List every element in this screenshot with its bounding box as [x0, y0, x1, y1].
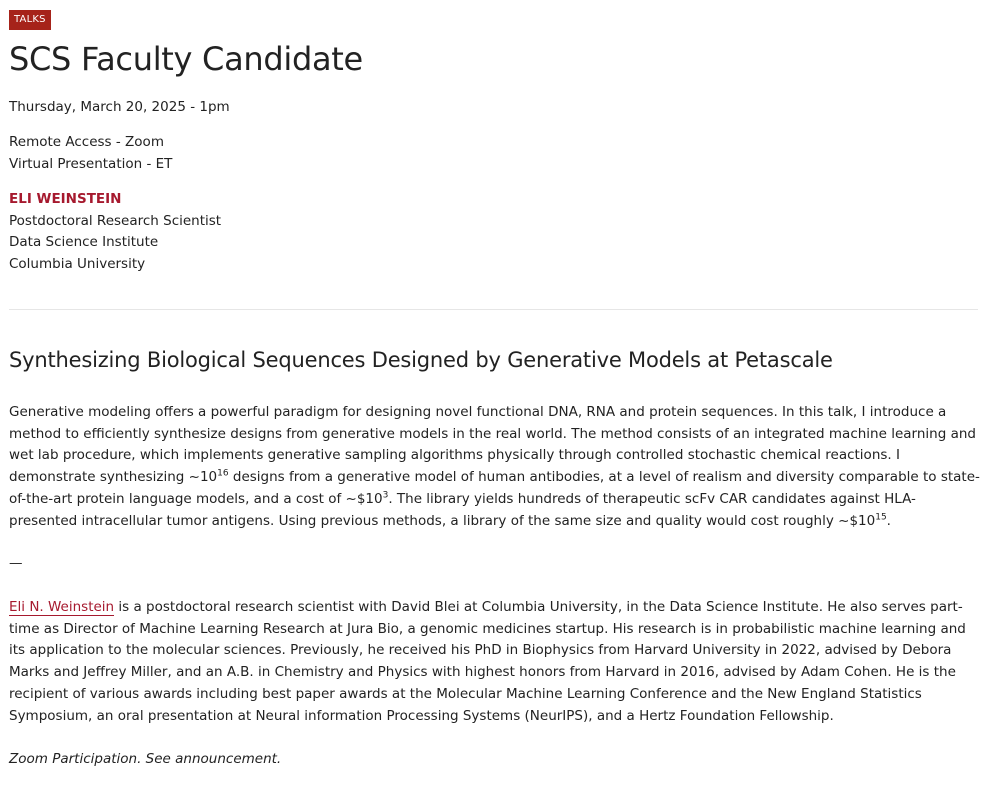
- speaker-block: [9, 189, 221, 275]
- separator-dash: —: [9, 555, 23, 571]
- abstract-text-4: .: [886, 512, 891, 529]
- talks-tag[interactable]: TALKS: [9, 10, 51, 30]
- bio-paragraph: [9, 597, 981, 727]
- abstract-exponent-3: 15: [875, 512, 887, 523]
- abstract-text-2: designs from a generative model of human antibodies, at a level of realism and diversity comparable to state-of-the-art protein language models, and a cost of ~$10: [9, 469, 980, 507]
- speaker-name: ELI WEINSTEIN: [9, 191, 122, 207]
- speaker-role: Postdoctoral Research Scientist: [9, 212, 222, 229]
- bio-text: is a postdoctoral research scientist with David Blei at Columbia University, in the Data Science Institute. He also serves part-time as Director of Machine Learning Research at Jura Bio, a genomic medicines startup. His research is in probabilistic machine learning and its application to the molecular sciences. Previously, he received his PhD in Biophysics from Harvard University in 2022, advised by Debora Marks and Jeffrey Miller, and an A.B. in Chemistry and Physics with highest honors from Harvard in 2016, advised by Adam Cohen. He is the recipient of various awards including best paper awards at the Molecular Machine Learning Conference and the New England Statistics Symposium, an oral presentation at Neural information Processing Systems (NeurIPS), and a Hertz Foundation Fellowship.: [9, 599, 966, 724]
- event-datetime: Thursday, March 20, 2025 - 1pm: [9, 99, 230, 115]
- abstract-text-1: Generative modeling offers a powerful paradigm for designing novel functional DNA, RNA and protein sequences. In this talk, I introduce a method to efficiently synthesize designs from generative models in the real world. The method consists of an integrated machine learning and wet lab procedure, which implements generative sampling algorithms physically through controlled stochastic chemical reactions. I demonstrate synthesizing ~10: [9, 404, 976, 486]
- abstract-exponent-1: 16: [217, 468, 229, 479]
- abstract-exponent-2: 3: [382, 490, 389, 501]
- abstract-paragraph: [9, 402, 981, 532]
- abstract-text-3: . The library yields hundreds of therapeutic scFv CAR candidates against HLA-presented intracellular tumor antigens. Using previous methods, a library of the same size and quality would cost roughly ~$10: [9, 490, 916, 529]
- speaker-dept: Data Science Institute: [9, 234, 159, 250]
- speaker-org: Columbia University: [9, 255, 146, 272]
- zoom-participation-note: Zoom Participation. See announcement.: [9, 751, 282, 767]
- section-divider: [9, 309, 978, 310]
- event-location: [9, 132, 172, 175]
- page-title: SCS Faculty Candidate: [9, 40, 363, 78]
- location-line-2: Virtual Presentation - ET: [9, 155, 173, 172]
- speaker-profile-link[interactable]: Eli N. Weinstein: [9, 599, 115, 615]
- location-line-1: Remote Access - Zoom: [9, 134, 164, 150]
- talk-title: Synthesizing Biological Sequences Designed by Generative Models at Petascale: [9, 348, 833, 372]
